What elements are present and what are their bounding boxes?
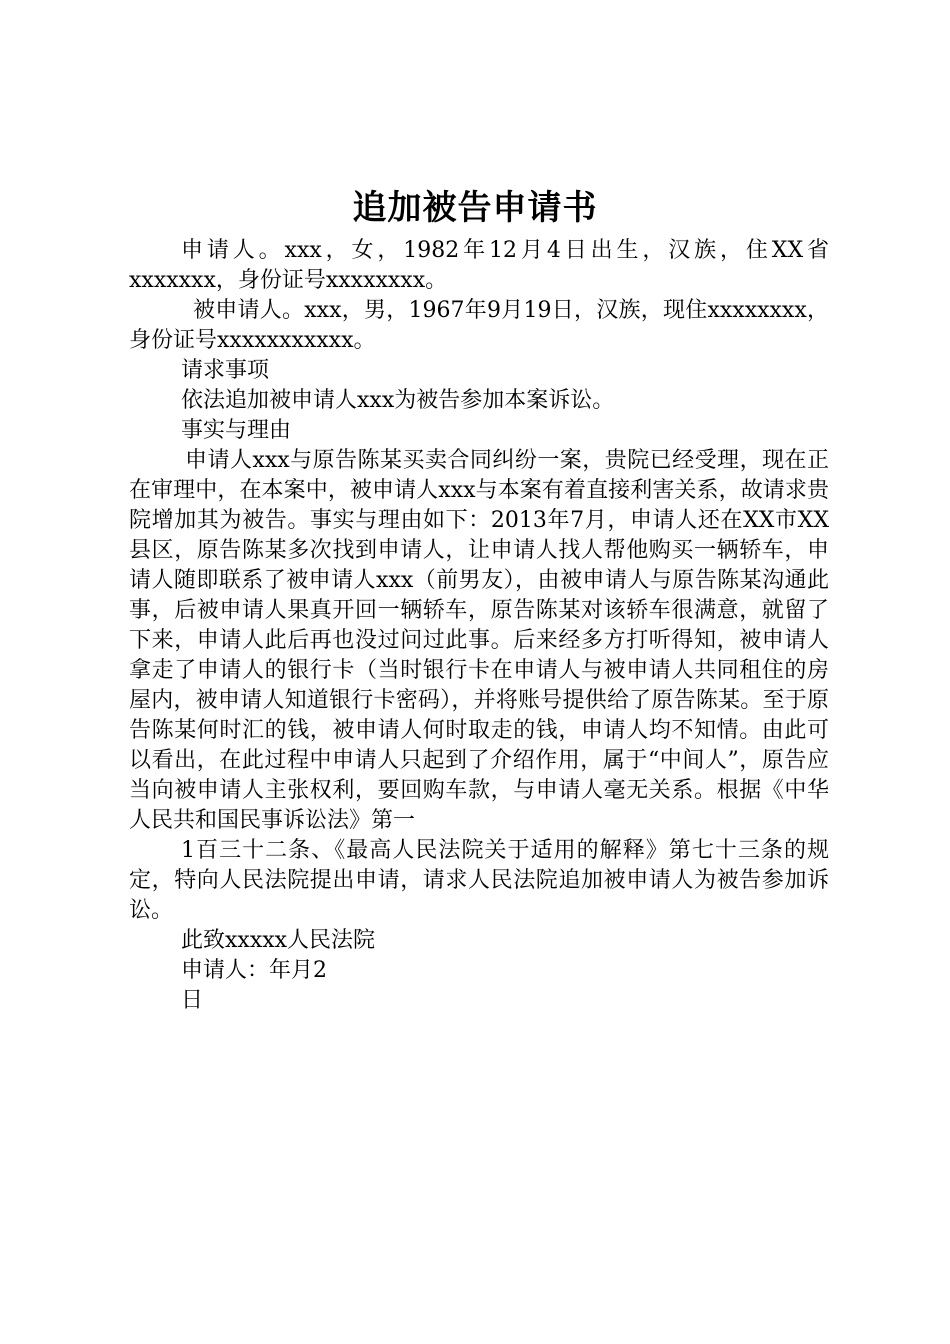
facts-paragraph: 申请人xxx与原告陈某买卖合同纠纷一案，贵院已经受理，现在正在审理中，在本案中，被申请人xxx与本案有着直接利害关系，故请求贵院增加其为被告。事实与理由如下：2013年7月，申请人还在XX市XX县区，原告陈某多次找到申请人，让申请人找人帮他购买一辆轿车，申请人随即联系了被申请人xxx（前男友），由被申请人与原告陈某沟通此事，后被申请人果真开回一辆轿车，原告陈某对该轿车很满意，就留了下来，申请人此后再也没过问过此事。后来经多方打听得知，被申请人拿走了申请人的银行卡（当时银行卡在申请人与被申请人共同租住的房屋内，被申请人知道银行卡密码），并将账号提供给了原告陈某。至于原告陈某何时汇的钱，被申请人何时取走的钱，申请人均不知情。由此可以看出，在此过程中申请人只起到了介绍作用，属于“中间人”，原告应当向被申请人主张权利，要回购车款，与申请人毫无关系。根据《中华人民共和国民事诉讼法》第一 (129, 448, 829, 833)
facts-heading: 事实与理由 (181, 418, 292, 443)
respondent-paragraph: 被申请人。xxx，男，1967年9月19日，汉族，现住xxxxxxxx，身份证号xxxxxxxxxxx。 (129, 298, 829, 353)
document-title: 追加被告申请书 (352, 188, 598, 228)
document-body (129, 236, 829, 1016)
signature-line: 申请人：年月2 (181, 958, 327, 983)
legal-basis-paragraph: 1百三十二条、《最高人民法院关于适用的解释》第七十三条的规定，特向人民法院提出申请，请求人民法院追加被申请人为被告参加诉讼。 (129, 838, 829, 923)
request-heading: 请求事项 (181, 358, 270, 383)
request-paragraph: 依法追加被申请人xxx为被告参加本案诉讼。 (181, 388, 615, 413)
applicant-paragraph: 申请人。xxx，女，1982年12月4日出生，汉族，住XX省xxxxxxx，身份证号xxxxxxxx。 (129, 238, 829, 293)
addressee-line: 此致xxxxx人民法院 (181, 928, 376, 953)
date-line: 日 (181, 988, 204, 1013)
